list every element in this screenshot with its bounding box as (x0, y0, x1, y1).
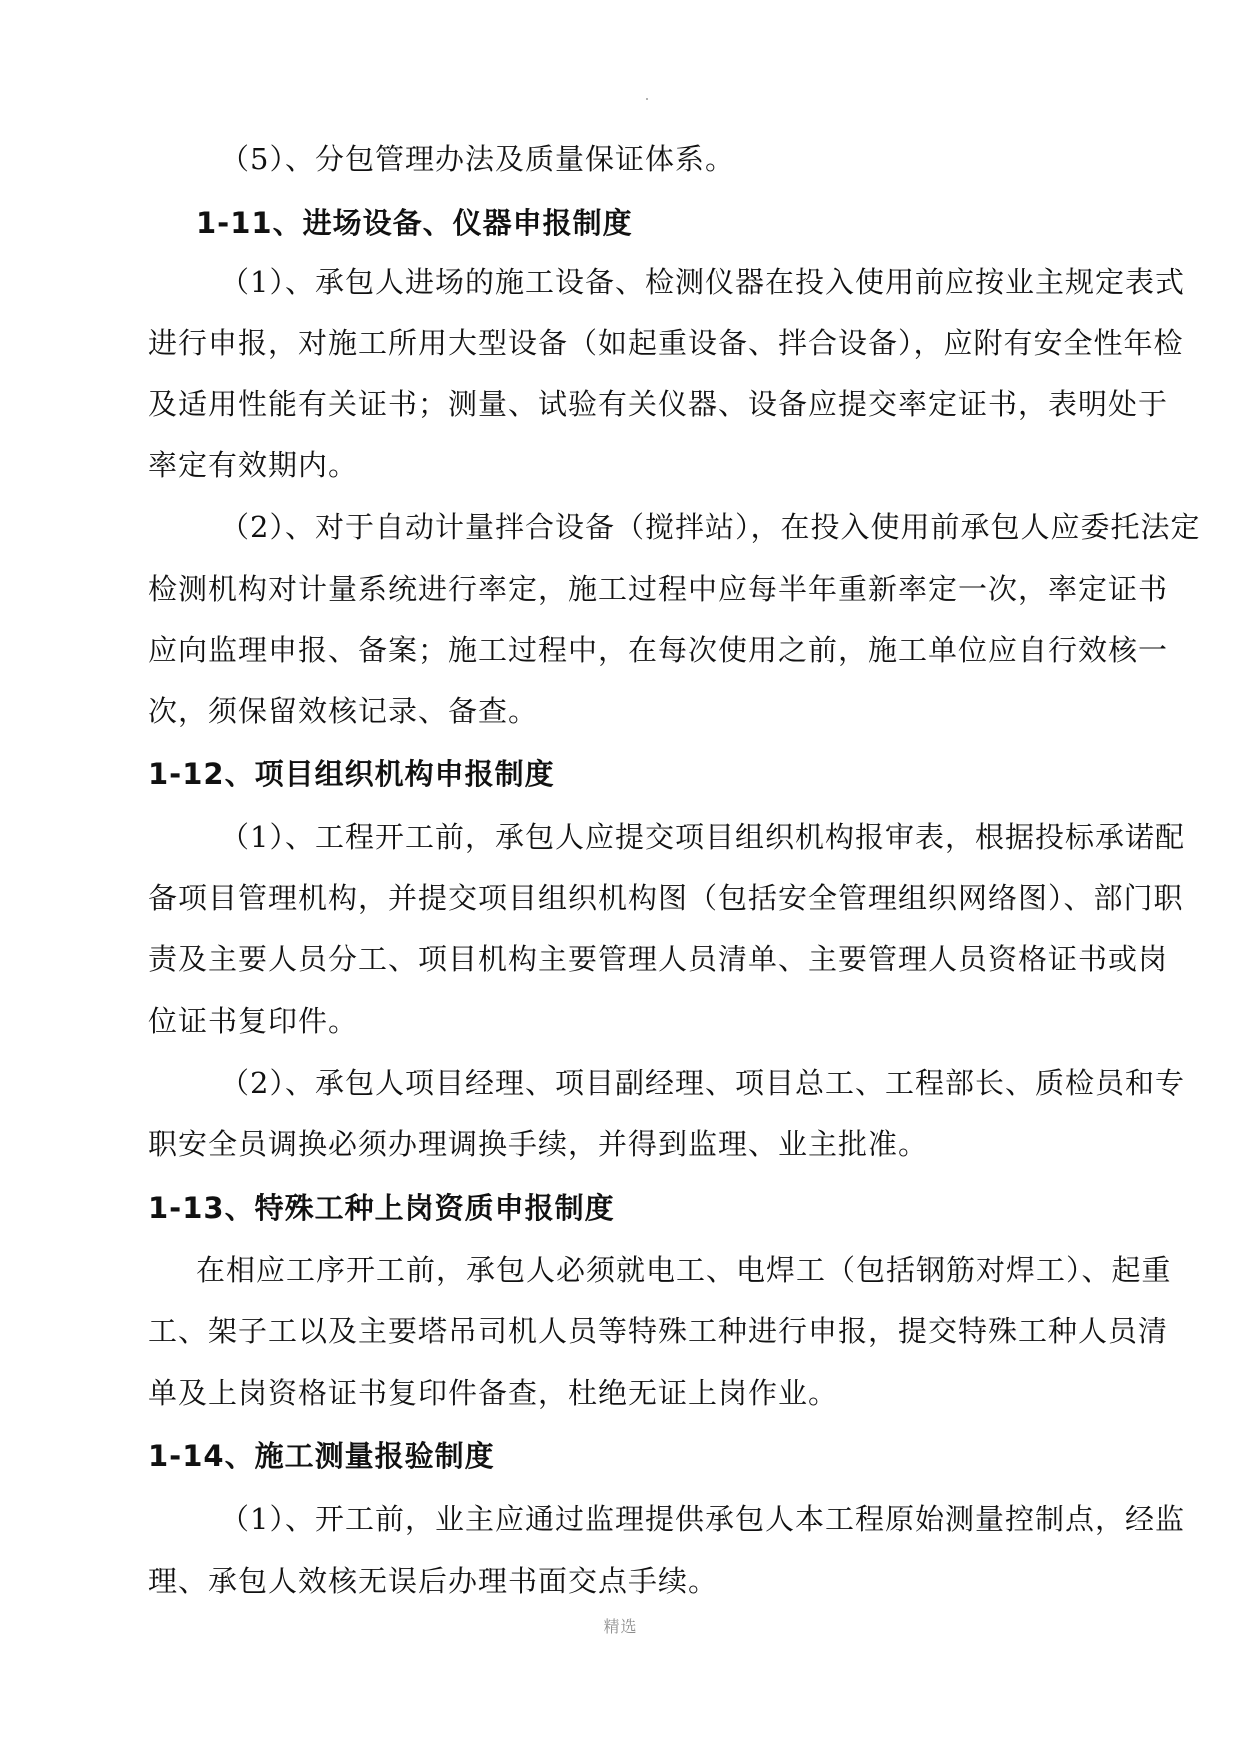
paragraph-line: （2）、对于自动计量拌合设备（搅拌站），在投入使用前承包人应委托法定 (220, 510, 1201, 544)
paragraph-line: 职安全员调换必须办理调换手续，并得到监理、业主批准。 (148, 1127, 929, 1161)
paragraph-line: 责及主要人员分工、项目机构主要管理人员清单、主要管理人员资格证书或岗 (148, 942, 1169, 976)
paragraph-line: 次，须保留效核记录、备查。 (148, 694, 539, 728)
paragraph-line: 率定有效期内。 (148, 448, 359, 482)
section-heading-1-14: 1-14、施工测量报验制度 (148, 1439, 495, 1473)
paragraph-line: 在相应工序开工前，承包人必须就电工、电焊工（包括钢筋对焊工）、起重 (196, 1253, 1172, 1287)
section-heading-1-11: 1-11、进场设备、仪器申报制度 (196, 206, 633, 240)
page-footer: 精选 (603, 1617, 638, 1636)
paragraph-line: （5）、分包管理办法及质量保证体系。 (220, 142, 735, 176)
paragraph-line: 理、承包人效核无误后办理书面交点手续。 (148, 1564, 719, 1598)
paragraph-line: 应向监理申报、备案；施工过程中，在每次使用之前，施工单位应自行效核一 (148, 633, 1169, 667)
paragraph-line: （2）、承包人项目经理、项目副经理、项目总工、工程部长、质检员和专 (220, 1066, 1185, 1100)
paragraph-line: 单及上岗资格证书复印件备查，杜绝无证上岗作业。 (148, 1376, 839, 1410)
paragraph-line: 检测机构对计量系统进行率定，施工过程中应每半年重新率定一次，率定证书 (148, 572, 1169, 606)
paragraph-line: 位证书复印件。 (148, 1004, 359, 1038)
section-heading-1-13: 1-13、特殊工种上岗资质申报制度 (148, 1191, 615, 1225)
paragraph-line: （1）、开工前，业主应通过监理提供承包人本工程原始测量控制点，经监 (220, 1502, 1185, 1536)
paragraph-line: 及适用性能有关证书；测量、试验有关仪器、设备应提交率定证书，表明处于 (148, 387, 1169, 421)
paragraph-line: （1）、工程开工前，承包人应提交项目组织机构报审表，根据投标承诺配 (220, 820, 1185, 854)
section-heading-1-12: 1-12、项目组织机构申报制度 (148, 757, 555, 791)
page-mark (646, 98, 648, 100)
paragraph-line: 工、架子工以及主要塔吊司机人员等特殊工种进行申报，提交特殊工种人员清 (148, 1314, 1169, 1348)
paragraph-line: 备项目管理机构，并提交项目组织机构图（包括安全管理组织网络图）、部门职 (148, 881, 1184, 915)
paragraph-line: （1）、承包人进场的施工设备、检测仪器在投入使用前应按业主规定表式 (220, 265, 1185, 299)
paragraph-line: 进行申报，对施工所用大型设备（如起重设备、拌合设备），应附有安全性年检 (148, 326, 1184, 360)
